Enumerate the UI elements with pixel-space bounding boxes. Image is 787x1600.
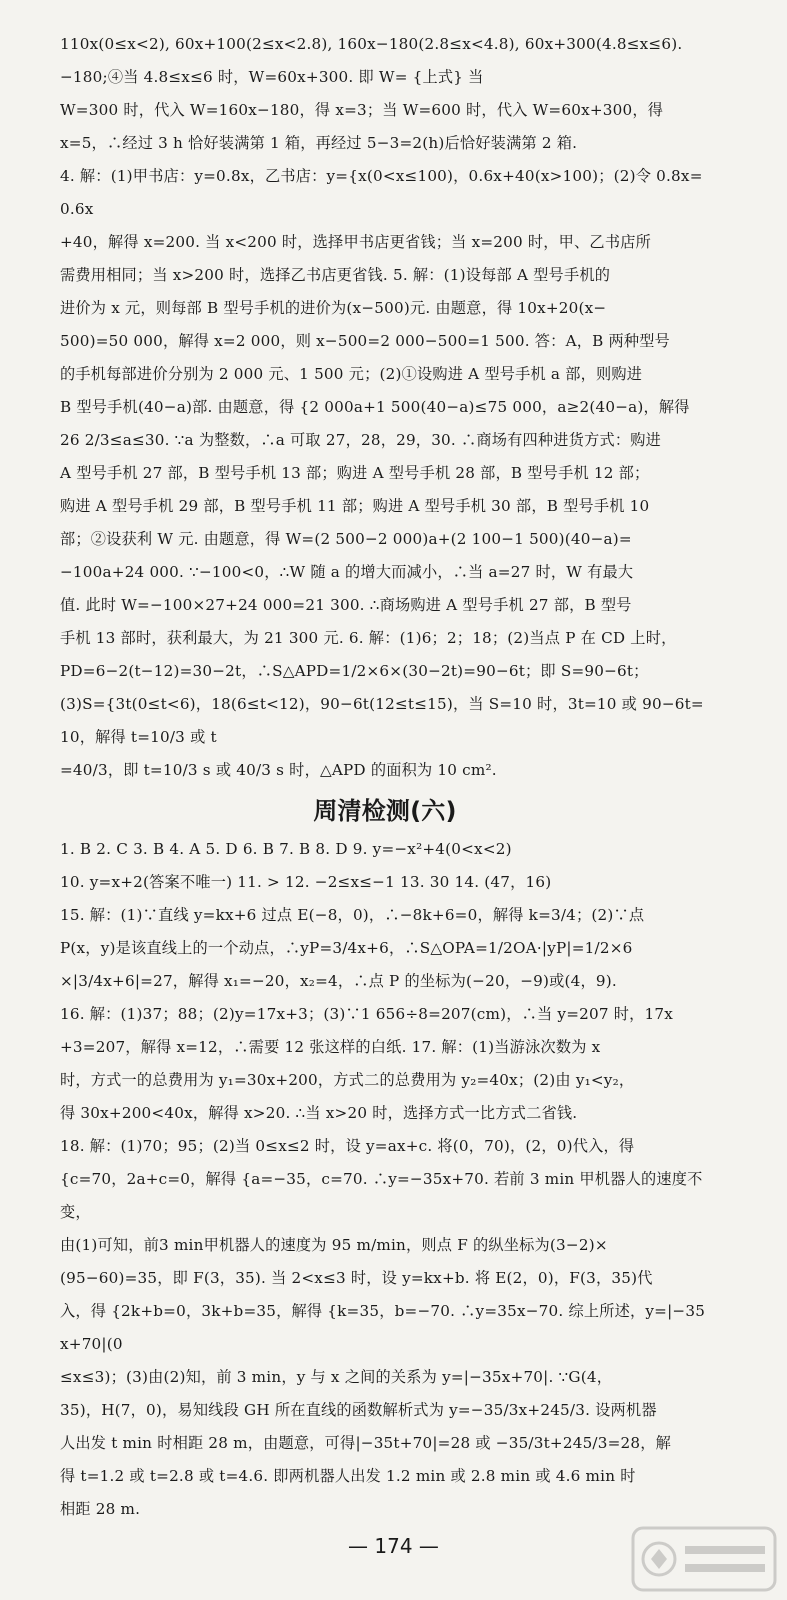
text-line: PD=6−2(t−12)=30−2t，∴S△APD=1/2×6×(30−2t)=90−6t；即 S=90−6t； [60,662,649,680]
watermark-logo [629,1524,779,1594]
text-line: x=5，∴经过 3 h 恰好装满第 1 箱，再经过 5−3=2(h)后恰好装满第 2 箱. [60,134,578,152]
text-line: −180;④当 4.8≤x≤6 时，W=60x+300. 即 W= {上式} 当 [60,68,484,86]
text-line: (3)S={3t(0≤t<6)，18(6≤t<12)，90−6t(12≤t≤15)，当 S=10 时，3t=10 或 90−6t=10，解得 t=10/3 或 t [60,695,704,746]
text-line: 得 t=1.2 或 t=2.8 或 t=4.6. 即两机器人出发 1.2 min 或 2.8 min 或 4.6 min 时 [60,1467,636,1485]
text-line: B 型号手机(40−a)部. 由题意，得 {2 000a+1 500(40−a)≤75 000，a≥2(40−a)，解得 [60,398,690,416]
text-line: {c=70，2a+c=0，解得 {a=−35，c=70. ∴y=−35x+70. 若前 3 min 甲机器人的速度不变， [60,1170,703,1221]
text-line: −100a+24 000. ∵−100<0，∴W 随 a 的增大而减小，∴当 a=27 时，W 有最大 [60,563,634,581]
text-line: 人出发 t min 时相距 28 m，由题意，可得|−35t+70|=28 或 −35/3t+245/3=28，解 [60,1434,672,1452]
text-line: 1. B 2. C 3. B 4. A 5. D 6. B 7. B 8. D 9. y=−x²+4(0<x<2) [60,840,512,858]
text-line: A 型号手机 27 部，B 型号手机 13 部；购进 A 型号手机 28 部，B 型号手机 12 部； [60,464,650,482]
text-line: 16. 解：(1)37；88；(2)y=17x+3；(3)∵1 656÷8=207(cm)，∴当 y=207 时，17x [60,1005,673,1023]
text-line: +40，解得 x=200. 当 x<200 时，选择甲书店更省钱；当 x=200 时，甲、乙书店所 [60,233,651,251]
text-line: 值. 此时 W=−100×27+24 000=21 300. ∴商场购进 A 型号手机 27 部，B 型号 [60,596,632,614]
text-line: 110x(0≤x<2), 60x+100(2≤x<2.8), 160x−180(2.8≤x<4.8), 60x+300(4.8≤x≤6). [60,35,683,53]
text-line: 10. y=x+2(答案不唯一) 11. > 12. −2≤x≤−1 13. 30 14. (47，16) [60,873,552,891]
text-line: 手机 13 部时，获利最大，为 21 300 元. 6. 解：(1)6；2；18；(2)当点 P 在 CD 上时， [60,629,677,647]
section-heading: 周清检测(六) [313,797,457,825]
text-line: 的手机每部进价分别为 2 000 元、1 500 元；(2)①设购进 A 型号手机 a 部，则购进 [60,365,643,383]
text-line: 相距 28 m. [60,1500,141,1518]
answer-text [60,28,710,1526]
text-line: 进价为 x 元，则每部 B 型号手机的进价为(x−500)元. 由题意，得 10x+20(x− [60,299,607,317]
text-line: =40/3，即 t=10/3 s 或 40/3 s 时，△APD 的面积为 10 cm². [60,761,497,779]
text-line: 4. 解：(1)甲书店：y=0.8x，乙书店：y={x(0<x≤100)，0.6x+40(x>100)；(2)令 0.8x=0.6x [60,167,703,218]
text-line: ≤x≤3)；(3)由(2)知，前 3 min，y 与 x 之间的关系为 y=|−35x+70|. ∵G(4， [60,1368,613,1386]
text-line: 入，得 {2k+b=0，3k+b=35，解得 {k=35，b=−70. ∴y=35x−70. 综上所述，y=|−35x+70|(0 [60,1302,706,1353]
text-line: +3=207，解得 x=12，∴需要 12 张这样的白纸. 17. 解：(1)当游泳次数为 x [60,1038,601,1056]
text-line: 由(1)可知，前3 min甲机器人的速度为 95 m/min，则点 F 的纵坐标为(3−2)× [60,1236,608,1254]
text-line: 需费用相同；当 x>200 时，选择乙书店更省钱. 5. 解：(1)设每部 A 型号手机的 [60,266,611,284]
text-line: 得 30x+200<40x，解得 x>20. ∴当 x>20 时，选择方式一比方式二省钱. [60,1104,578,1122]
text-line: W=300 时，代入 W=160x−180，得 x=3；当 W=600 时，代入 W=60x+300，得 [60,101,664,119]
text-line: P(x，y)是该直线上的一个动点，∴yP=3/4x+6，∴S△OPA=1/2OA·|yP|=1/2×6 [60,939,633,957]
text-line: ×|3/4x+6|=27，解得 x₁=−20，x₂=4，∴点 P 的坐标为(−20，−9)或(4，9). [60,972,617,990]
text-line: 35)，H(7，0)，易知线段 GH 所在直线的函数解析式为 y=−35/3x+245/3. 设两机器 [60,1401,657,1419]
page-number: — 174 — [348,1534,439,1558]
text-line: (95−60)=35，即 F(3，35). 当 2<x≤3 时，设 y=kx+b. 将 E(2，0)，F(3，35)代 [60,1269,653,1287]
text-line: 购进 A 型号手机 29 部，B 型号手机 11 部；购进 A 型号手机 30 部，B 型号手机 10 [60,497,650,515]
text-line: 18. 解：(1)70；95；(2)当 0≤x≤2 时，设 y=ax+c. 将(0，70)，(2，0)代入，得 [60,1137,635,1155]
text-line: 26 2/3≤a≤30. ∵a 为整数，∴a 可取 27，28，29，30. ∴商场有四种进货方式：购进 [60,431,662,449]
text-line: 500)=50 000，解得 x=2 000，则 x−500=2 000−500=1 500. 答：A，B 两种型号 [60,332,671,350]
text-line: 时，方式一的总费用为 y₁=30x+200，方式二的总费用为 y₂=40x；(2)由 y₁<y₂， [60,1071,635,1089]
text-line: 15. 解：(1)∵直线 y=kx+6 过点 E(−8，0)，∴−8k+6=0，解得 k=3/4；(2)∵点 [60,906,645,924]
text-line: 部；②设获利 W 元. 由题意，得 W=(2 500−2 000)a+(2 100−1 500)(40−a)= [60,530,632,548]
